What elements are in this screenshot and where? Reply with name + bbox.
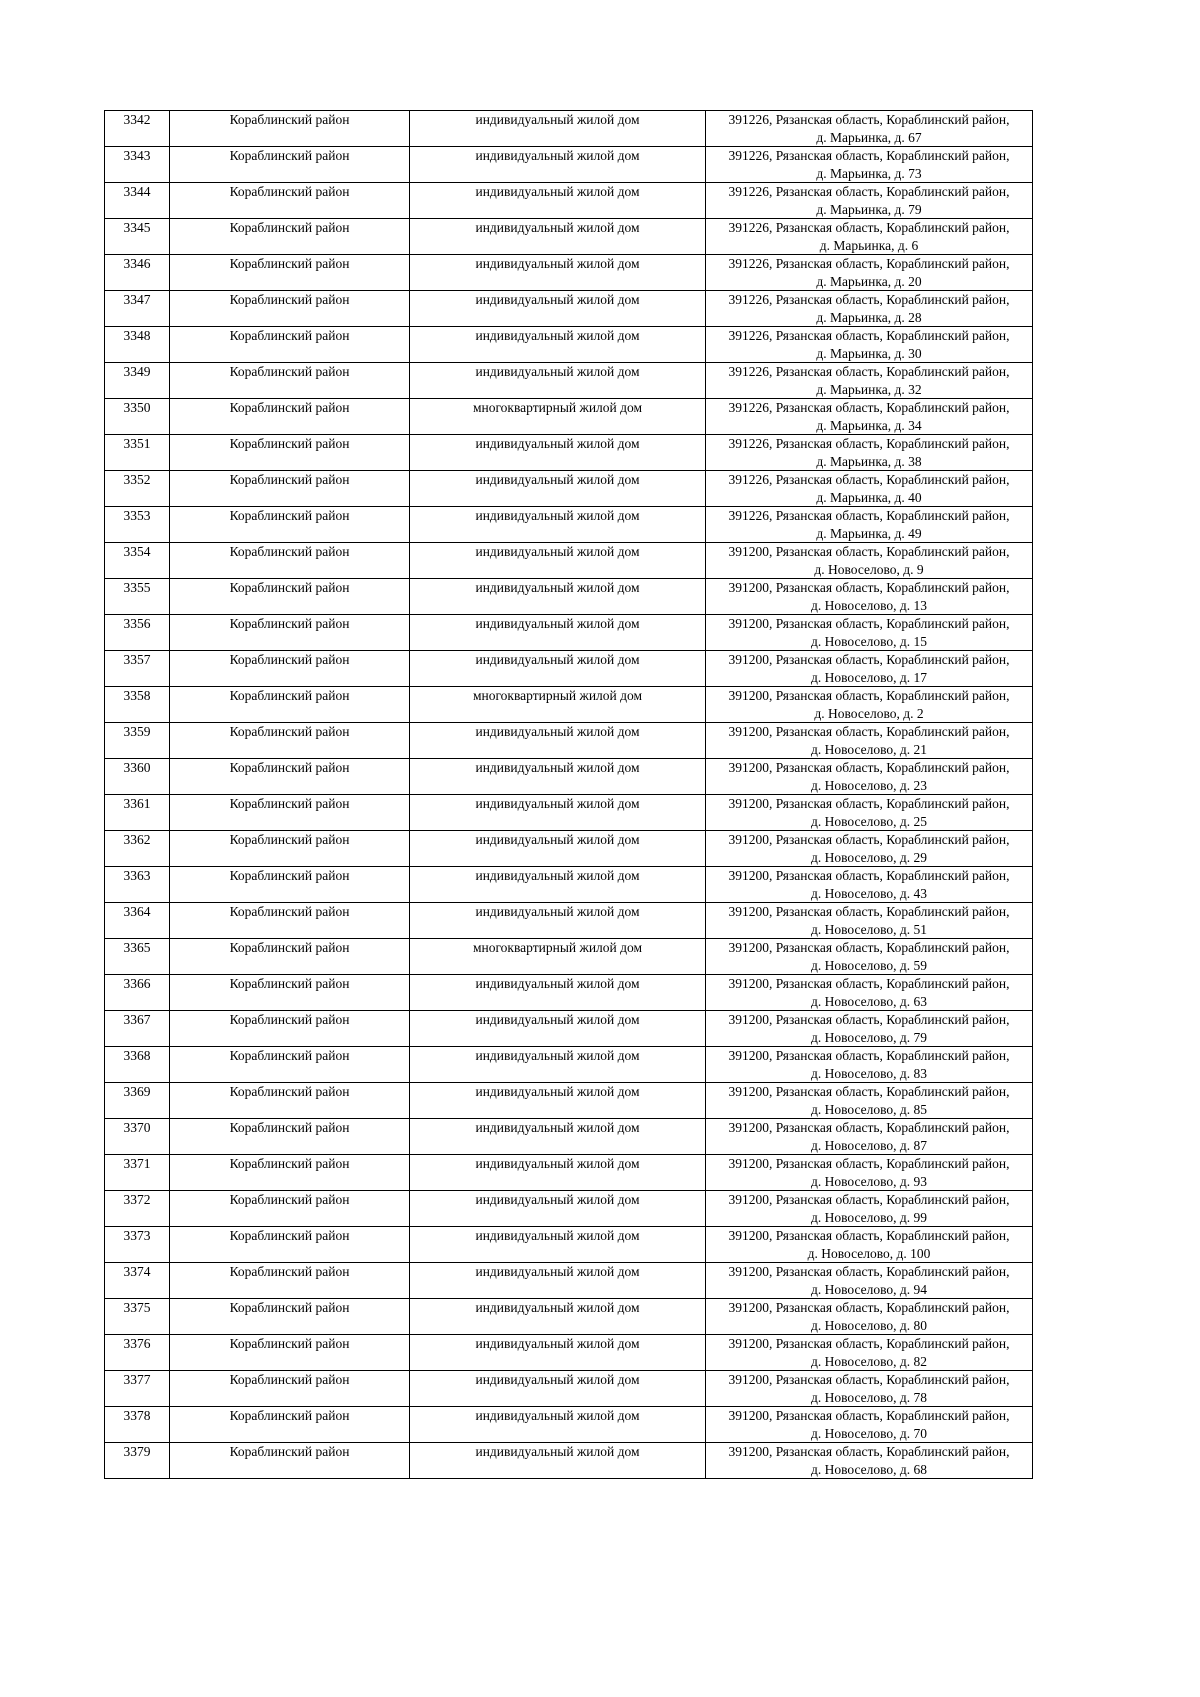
- address-line-2: д. Новоселово, д. 94: [810, 1281, 928, 1297]
- address-cell: [706, 255, 1033, 291]
- table-row: [105, 579, 1033, 615]
- address-cell: [706, 1011, 1033, 1047]
- row-number-cell: 3349: [105, 363, 170, 399]
- address-line-2: д. Марьинка, д. 20: [816, 273, 922, 289]
- table-row: [105, 1011, 1033, 1047]
- address-cell: [706, 1119, 1033, 1155]
- address-cell: [706, 1047, 1033, 1083]
- table-row: [105, 327, 1033, 363]
- address-cell: [706, 651, 1033, 687]
- address-line-2: д. Новоселово, д. 100: [807, 1245, 931, 1261]
- building-type-cell: индивидуальный жилой дом: [410, 795, 706, 831]
- address-line-2: д. Новоселово, д. 13: [810, 597, 928, 613]
- building-type-cell: многоквартирный жилой дом: [410, 399, 706, 435]
- building-type-cell: индивидуальный жилой дом: [410, 1443, 706, 1479]
- row-number-cell: 3372: [105, 1191, 170, 1227]
- building-type-cell: индивидуальный жилой дом: [410, 291, 706, 327]
- address-line-1: 391200, Рязанская область, Кораблинский район,: [728, 760, 1010, 775]
- table-row: [105, 1227, 1033, 1263]
- row-number-cell: 3365: [105, 939, 170, 975]
- row-number-cell: 3351: [105, 435, 170, 471]
- address-cell: [706, 831, 1033, 867]
- building-type-cell: многоквартирный жилой дом: [410, 687, 706, 723]
- table-row: [105, 1083, 1033, 1119]
- address-line-1: 391200, Рязанская область, Кораблинский район,: [728, 1156, 1010, 1171]
- address-line-1: 391226, Рязанская область, Кораблинский район,: [728, 256, 1010, 271]
- table-row: [105, 147, 1033, 183]
- address-line-2: д. Марьинка, д. 32: [816, 381, 922, 397]
- building-type-cell: индивидуальный жилой дом: [410, 507, 706, 543]
- address-line-1: 391200, Рязанская область, Кораблинский район,: [728, 544, 1010, 559]
- district-cell: Кораблинский район: [170, 759, 410, 795]
- address-line-1: 391200, Рязанская область, Кораблинский район,: [728, 1444, 1010, 1459]
- address-line-1: 391226, Рязанская область, Кораблинский район,: [728, 436, 1010, 451]
- table-row: [105, 759, 1033, 795]
- district-cell: Кораблинский район: [170, 579, 410, 615]
- address-line-2: д. Новоселово, д. 83: [810, 1065, 928, 1081]
- district-cell: Кораблинский район: [170, 831, 410, 867]
- building-type-cell: индивидуальный жилой дом: [410, 975, 706, 1011]
- row-number-cell: 3355: [105, 579, 170, 615]
- district-cell: Кораблинский район: [170, 1407, 410, 1443]
- district-cell: Кораблинский район: [170, 975, 410, 1011]
- building-type-cell: индивидуальный жилой дом: [410, 651, 706, 687]
- row-number-cell: 3361: [105, 795, 170, 831]
- row-number-cell: 3343: [105, 147, 170, 183]
- address-line-1: 391226, Рязанская область, Кораблинский район,: [728, 328, 1010, 343]
- address-cell: [706, 291, 1033, 327]
- address-line-1: 391226, Рязанская область, Кораблинский район,: [728, 472, 1010, 487]
- row-number-cell: 3364: [105, 903, 170, 939]
- building-type-cell: индивидуальный жилой дом: [410, 1335, 706, 1371]
- address-line-1: 391200, Рязанская область, Кораблинский район,: [728, 1120, 1010, 1135]
- address-line-2: д. Новоселово, д. 51: [810, 921, 928, 937]
- address-line-2: д. Новоселово, д. 17: [810, 669, 928, 685]
- address-cell: [706, 1371, 1033, 1407]
- district-cell: Кораблинский район: [170, 291, 410, 327]
- address-line-1: 391200, Рязанская область, Кораблинский район,: [728, 904, 1010, 919]
- table-row: [105, 1299, 1033, 1335]
- address-line-1: 391200, Рязанская область, Кораблинский район,: [728, 940, 1010, 955]
- address-line-2: д. Марьинка, д. 40: [816, 489, 922, 505]
- building-type-cell: индивидуальный жилой дом: [410, 1371, 706, 1407]
- row-number-cell: 3353: [105, 507, 170, 543]
- address-line-2: д. Новоселово, д. 68: [810, 1461, 928, 1477]
- address-line-1: 391200, Рязанская область, Кораблинский район,: [728, 616, 1010, 631]
- address-line-2: д. Марьинка, д. 79: [816, 201, 922, 217]
- district-cell: Кораблинский район: [170, 219, 410, 255]
- district-cell: Кораблинский район: [170, 1371, 410, 1407]
- address-cell: [706, 723, 1033, 759]
- table-row: [105, 111, 1033, 147]
- address-cell: [706, 327, 1033, 363]
- address-line-2: д. Марьинка, д. 30: [816, 345, 922, 361]
- address-cell: [706, 1227, 1033, 1263]
- address-line-2: д. Новоселово, д. 78: [810, 1389, 928, 1405]
- address-line-2: д. Новоселово, д. 70: [810, 1425, 928, 1441]
- address-line-2: д. Новоселово, д. 25: [810, 813, 928, 829]
- address-cell: [706, 615, 1033, 651]
- address-line-2: д. Новоселово, д. 99: [810, 1209, 928, 1225]
- address-line-1: 391200, Рязанская область, Кораблинский район,: [728, 652, 1010, 667]
- address-line-1: 391200, Рязанская область, Кораблинский район,: [728, 688, 1010, 703]
- address-cell: [706, 1299, 1033, 1335]
- address-line-1: 391200, Рязанская область, Кораблинский район,: [728, 1192, 1010, 1207]
- address-cell: [706, 1191, 1033, 1227]
- building-type-cell: индивидуальный жилой дом: [410, 831, 706, 867]
- address-cell: [706, 507, 1033, 543]
- table-row: [105, 507, 1033, 543]
- address-line-1: 391226, Рязанская область, Кораблинский район,: [728, 364, 1010, 379]
- building-type-cell: индивидуальный жилой дом: [410, 903, 706, 939]
- address-cell: [706, 1155, 1033, 1191]
- row-number-cell: 3362: [105, 831, 170, 867]
- row-number-cell: 3344: [105, 183, 170, 219]
- district-cell: Кораблинский район: [170, 867, 410, 903]
- district-cell: Кораблинский район: [170, 651, 410, 687]
- address-line-2: д. Новоселово, д. 2: [814, 705, 924, 721]
- row-number-cell: 3377: [105, 1371, 170, 1407]
- address-cell: [706, 435, 1033, 471]
- address-line-2: д. Новоселово, д. 87: [810, 1137, 928, 1153]
- building-type-cell: индивидуальный жилой дом: [410, 1407, 706, 1443]
- building-type-cell: индивидуальный жилой дом: [410, 867, 706, 903]
- address-line-2: д. Марьинка, д. 6: [819, 237, 919, 253]
- district-cell: Кораблинский район: [170, 615, 410, 651]
- table-row: [105, 651, 1033, 687]
- address-line-2: д. Новоселово, д. 21: [810, 741, 928, 757]
- row-number-cell: 3348: [105, 327, 170, 363]
- address-cell: [706, 759, 1033, 795]
- table-row: [105, 1155, 1033, 1191]
- district-cell: Кораблинский район: [170, 1083, 410, 1119]
- building-type-cell: индивидуальный жилой дом: [410, 579, 706, 615]
- building-type-cell: индивидуальный жилой дом: [410, 1299, 706, 1335]
- row-number-cell: 3366: [105, 975, 170, 1011]
- address-line-2: д. Марьинка, д. 28: [816, 309, 922, 325]
- address-line-2: д. Новоселово, д. 80: [810, 1317, 928, 1333]
- address-line-1: 391226, Рязанская область, Кораблинский район,: [728, 400, 1010, 415]
- district-cell: Кораблинский район: [170, 723, 410, 759]
- table-row: [105, 903, 1033, 939]
- district-cell: Кораблинский район: [170, 327, 410, 363]
- district-cell: Кораблинский район: [170, 1191, 410, 1227]
- district-cell: Кораблинский район: [170, 903, 410, 939]
- table-row: [105, 687, 1033, 723]
- row-number-cell: 3368: [105, 1047, 170, 1083]
- building-type-cell: индивидуальный жилой дом: [410, 219, 706, 255]
- building-type-cell: индивидуальный жилой дом: [410, 435, 706, 471]
- address-cell: [706, 1083, 1033, 1119]
- table-row: [105, 1335, 1033, 1371]
- address-cell: [706, 1263, 1033, 1299]
- table-row: [105, 435, 1033, 471]
- address-cell: [706, 975, 1033, 1011]
- building-type-cell: индивидуальный жилой дом: [410, 111, 706, 147]
- building-type-cell: индивидуальный жилой дом: [410, 183, 706, 219]
- table-row: [105, 291, 1033, 327]
- district-cell: Кораблинский район: [170, 111, 410, 147]
- address-line-1: 391226, Рязанская область, Кораблинский район,: [728, 292, 1010, 307]
- district-cell: Кораблинский район: [170, 543, 410, 579]
- address-line-2: д. Новоселово, д. 29: [810, 849, 928, 865]
- district-cell: Кораблинский район: [170, 1155, 410, 1191]
- address-line-2: д. Марьинка, д. 38: [816, 453, 922, 469]
- district-cell: Кораблинский район: [170, 1119, 410, 1155]
- table-row: [105, 1407, 1033, 1443]
- row-number-cell: 3369: [105, 1083, 170, 1119]
- address-line-1: 391200, Рязанская область, Кораблинский район,: [728, 1228, 1010, 1243]
- row-number-cell: 3354: [105, 543, 170, 579]
- address-line-2: д. Новоселово, д. 15: [810, 633, 928, 649]
- address-line-1: 391226, Рязанская область, Кораблинский район,: [728, 184, 1010, 199]
- table-row: [105, 471, 1033, 507]
- row-number-cell: 3345: [105, 219, 170, 255]
- address-cell: [706, 1335, 1033, 1371]
- address-line-1: 391200, Рязанская область, Кораблинский район,: [728, 976, 1010, 991]
- row-number-cell: 3373: [105, 1227, 170, 1263]
- row-number-cell: 3371: [105, 1155, 170, 1191]
- address-cell: [706, 579, 1033, 615]
- row-number-cell: 3352: [105, 471, 170, 507]
- address-line-1: 391226, Рязанская область, Кораблинский район,: [728, 112, 1010, 127]
- row-number-cell: 3367: [105, 1011, 170, 1047]
- address-cell: [706, 543, 1033, 579]
- address-cell: [706, 939, 1033, 975]
- address-line-2: д. Марьинка, д. 49: [816, 525, 922, 541]
- building-type-cell: индивидуальный жилой дом: [410, 759, 706, 795]
- table-row: [105, 1443, 1033, 1479]
- table-row: [105, 363, 1033, 399]
- address-line-1: 391200, Рязанская область, Кораблинский район,: [728, 580, 1010, 595]
- table-row: [105, 831, 1033, 867]
- district-cell: Кораблинский район: [170, 687, 410, 723]
- address-line-1: 391200, Рязанская область, Кораблинский район,: [728, 1408, 1010, 1423]
- address-cell: [706, 867, 1033, 903]
- address-line-1: 391200, Рязанская область, Кораблинский район,: [728, 832, 1010, 847]
- address-line-2: д. Новоселово, д. 23: [810, 777, 928, 793]
- address-line-1: 391200, Рязанская область, Кораблинский район,: [728, 868, 1010, 883]
- address-cell: [706, 219, 1033, 255]
- district-cell: Кораблинский район: [170, 1011, 410, 1047]
- address-cell: [706, 795, 1033, 831]
- row-number-cell: 3350: [105, 399, 170, 435]
- row-number-cell: 3357: [105, 651, 170, 687]
- table-row: [105, 399, 1033, 435]
- address-cell: [706, 183, 1033, 219]
- building-type-cell: индивидуальный жилой дом: [410, 363, 706, 399]
- district-cell: Кораблинский район: [170, 183, 410, 219]
- building-type-cell: индивидуальный жилой дом: [410, 1155, 706, 1191]
- district-cell: Кораблинский район: [170, 1263, 410, 1299]
- building-type-cell: индивидуальный жилой дом: [410, 1227, 706, 1263]
- building-type-cell: индивидуальный жилой дом: [410, 1011, 706, 1047]
- address-line-1: 391226, Рязанская область, Кораблинский район,: [728, 220, 1010, 235]
- district-cell: Кораблинский район: [170, 435, 410, 471]
- table-row: [105, 1047, 1033, 1083]
- table-row: [105, 867, 1033, 903]
- district-cell: Кораблинский район: [170, 399, 410, 435]
- address-line-1: 391226, Рязанская область, Кораблинский район,: [728, 148, 1010, 163]
- district-cell: Кораблинский район: [170, 1443, 410, 1479]
- district-cell: Кораблинский район: [170, 255, 410, 291]
- table-row: [105, 219, 1033, 255]
- address-cell: [706, 111, 1033, 147]
- table-row: [105, 723, 1033, 759]
- table-row: [105, 543, 1033, 579]
- district-cell: Кораблинский район: [170, 1227, 410, 1263]
- row-number-cell: 3379: [105, 1443, 170, 1479]
- address-line-2: д. Марьинка, д. 67: [816, 129, 922, 145]
- row-number-cell: 3342: [105, 111, 170, 147]
- building-type-cell: индивидуальный жилой дом: [410, 723, 706, 759]
- address-cell: [706, 399, 1033, 435]
- building-type-cell: индивидуальный жилой дом: [410, 1263, 706, 1299]
- address-line-2: д. Новоселово, д. 43: [810, 885, 928, 901]
- housing-registry-table: [104, 110, 1033, 1479]
- address-line-2: д. Марьинка, д. 34: [816, 417, 922, 433]
- table-row: [105, 255, 1033, 291]
- row-number-cell: 3363: [105, 867, 170, 903]
- table-row: [105, 1191, 1033, 1227]
- registry-table-body: [105, 111, 1033, 1479]
- address-line-2: д. Новоселово, д. 79: [810, 1029, 928, 1045]
- address-line-2: д. Новоселово, д. 93: [810, 1173, 928, 1189]
- row-number-cell: 3346: [105, 255, 170, 291]
- building-type-cell: индивидуальный жилой дом: [410, 255, 706, 291]
- address-cell: [706, 1443, 1033, 1479]
- address-line-1: 391200, Рязанская область, Кораблинский район,: [728, 724, 1010, 739]
- address-line-1: 391200, Рязанская область, Кораблинский район,: [728, 1264, 1010, 1279]
- address-line-2: д. Марьинка, д. 73: [816, 165, 922, 181]
- address-line-1: 391200, Рязанская область, Кораблинский район,: [728, 796, 1010, 811]
- building-type-cell: индивидуальный жилой дом: [410, 327, 706, 363]
- building-type-cell: индивидуальный жилой дом: [410, 543, 706, 579]
- row-number-cell: 3378: [105, 1407, 170, 1443]
- row-number-cell: 3376: [105, 1335, 170, 1371]
- row-number-cell: 3370: [105, 1119, 170, 1155]
- district-cell: Кораблинский район: [170, 471, 410, 507]
- address-line-1: 391200, Рязанская область, Кораблинский район,: [728, 1336, 1010, 1351]
- table-row: [105, 615, 1033, 651]
- district-cell: Кораблинский район: [170, 1335, 410, 1371]
- address-line-1: 391226, Рязанская область, Кораблинский район,: [728, 508, 1010, 523]
- district-cell: Кораблинский район: [170, 507, 410, 543]
- address-line-2: д. Новоселово, д. 85: [810, 1101, 928, 1117]
- table-row: [105, 795, 1033, 831]
- row-number-cell: 3375: [105, 1299, 170, 1335]
- district-cell: Кораблинский район: [170, 939, 410, 975]
- district-cell: Кораблинский район: [170, 1299, 410, 1335]
- address-cell: [706, 471, 1033, 507]
- address-line-2: д. Новоселово, д. 59: [810, 957, 928, 973]
- address-line-1: 391200, Рязанская область, Кораблинский район,: [728, 1300, 1010, 1315]
- row-number-cell: 3356: [105, 615, 170, 651]
- row-number-cell: 3359: [105, 723, 170, 759]
- building-type-cell: индивидуальный жилой дом: [410, 1119, 706, 1155]
- table-row: [105, 183, 1033, 219]
- row-number-cell: 3358: [105, 687, 170, 723]
- address-line-2: д. Новоселово, д. 9: [814, 561, 924, 577]
- address-line-1: 391200, Рязанская область, Кораблинский район,: [728, 1372, 1010, 1387]
- address-cell: [706, 903, 1033, 939]
- district-cell: Кораблинский район: [170, 1047, 410, 1083]
- row-number-cell: 3374: [105, 1263, 170, 1299]
- building-type-cell: индивидуальный жилой дом: [410, 1191, 706, 1227]
- building-type-cell: индивидуальный жилой дом: [410, 471, 706, 507]
- building-type-cell: индивидуальный жилой дом: [410, 1047, 706, 1083]
- address-line-1: 391200, Рязанская область, Кораблинский район,: [728, 1012, 1010, 1027]
- address-cell: [706, 147, 1033, 183]
- district-cell: Кораблинский район: [170, 795, 410, 831]
- table-row: [105, 1263, 1033, 1299]
- building-type-cell: индивидуальный жилой дом: [410, 1083, 706, 1119]
- district-cell: Кораблинский район: [170, 363, 410, 399]
- district-cell: Кораблинский район: [170, 147, 410, 183]
- address-line-1: 391200, Рязанская область, Кораблинский район,: [728, 1048, 1010, 1063]
- building-type-cell: многоквартирный жилой дом: [410, 939, 706, 975]
- building-type-cell: индивидуальный жилой дом: [410, 615, 706, 651]
- address-cell: [706, 1407, 1033, 1443]
- row-number-cell: 3360: [105, 759, 170, 795]
- address-line-2: д. Новоселово, д. 82: [810, 1353, 928, 1369]
- table-row: [105, 975, 1033, 1011]
- table-row: [105, 1371, 1033, 1407]
- building-type-cell: индивидуальный жилой дом: [410, 147, 706, 183]
- row-number-cell: 3347: [105, 291, 170, 327]
- address-line-1: 391200, Рязанская область, Кораблинский район,: [728, 1084, 1010, 1099]
- table-row: [105, 1119, 1033, 1155]
- address-cell: [706, 363, 1033, 399]
- table-row: [105, 939, 1033, 975]
- address-cell: [706, 687, 1033, 723]
- address-line-2: д. Новоселово, д. 63: [810, 993, 928, 1009]
